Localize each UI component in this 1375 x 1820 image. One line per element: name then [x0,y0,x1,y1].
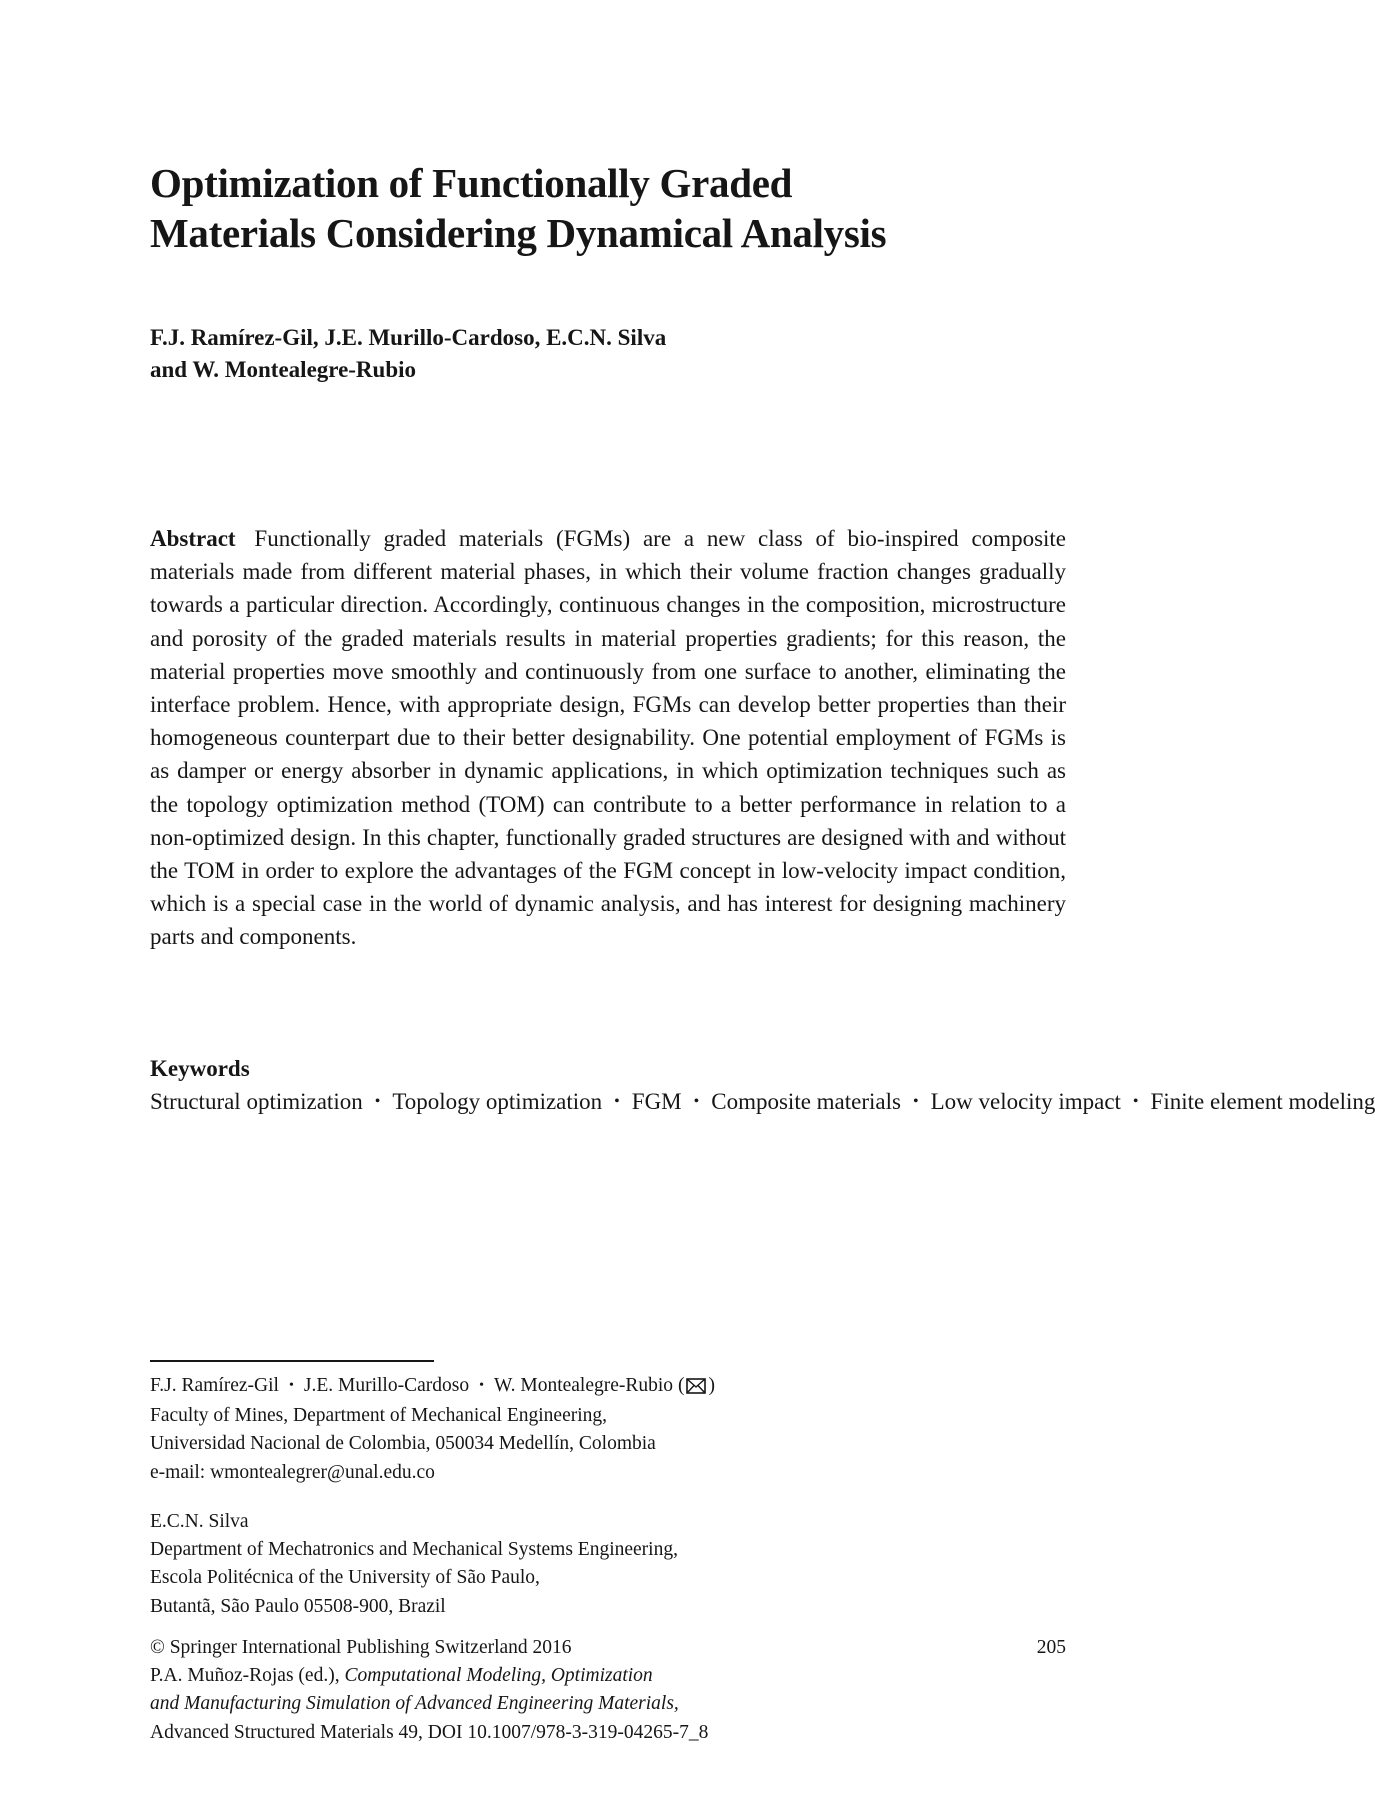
abstract-text: Functionally graded materials (FGMs) are a new class of bio-inspired composite materials made from different material phases, in which their volume fraction changes gradually towards a particular direction. Accordingly, continuous changes in the composition, microstructure and porosity of the graded materials results in material properties gradients; for this reason, the material properties move smoothly and continuously from one surface to another, eliminating the interface problem. Hence, with appropriate design, FGMs can develop better properties than their homogeneous counterpart due to their better designability. One potential employment of FGMs is as damper or energy absorber in dynamic applications, in which optimization techniques such as the topology optimization method (TOM) can contribute to a better performance in relation to a non-optimized design. In this chapter, functionally graded structures are designed with and without the TOM in order to explore the advantages of the FGM concept in low-velocity impact condition, which is a special case in the world of dynamic analysis, and has interest for designing machinery parts and components. [150,526,1067,950]
affiliation-2-address: Butantã, São Paulo 05508-900, Brazil [150,1595,446,1617]
keywords-label: Keywords [150,1056,250,1081]
keyword: Finite element modeling [1150,1089,1375,1114]
title-line-2: Materials Considering Dynamical Analysis [150,210,887,256]
abstract-label: Abstract [150,526,236,551]
keyword-separator: • [374,1093,381,1110]
book-title-part-1: Computational Modeling, Optimization [344,1665,653,1687]
editor: P.A. Muñoz-Rojas (ed.), [150,1665,340,1687]
page-number: 205 [1036,1637,1066,1658]
publication-footer [150,1634,1066,1747]
name-separator: • [479,1378,484,1393]
affiliation-2 [150,1508,1050,1621]
book-title-part-2: and Manufacturing Simulation of Advanced Engineering Materials, [150,1693,679,1715]
keyword: FGM [631,1089,682,1114]
book-citation-line-1 [150,1662,1066,1690]
keyword-separator: • [614,1093,620,1110]
affiliation-1-email[interactable]: e-mail: wmontealegrer@unal.edu.co [150,1461,435,1483]
title-line-1: Optimization of Functionally Graded [150,160,793,206]
affiliation-2-department: Department of Mechatronics and Mechanical Systems Engineering, [150,1539,678,1561]
authors-line-1: F.J. Ramírez-Gil, J.E. Murillo-Cardoso, E.C.N. Silva [150,325,667,350]
copyright: © Springer International Publishing Switzerland 2016 [150,1637,572,1658]
name-separator: • [288,1378,294,1393]
affiliation-1 [150,1372,1050,1487]
keyword-separator: • [1132,1093,1139,1110]
affiliation-2-name: E.C.N. Silva [150,1511,249,1532]
author-name: F.J. Ramírez-Gil [150,1375,279,1396]
author-list [150,322,1050,386]
keyword-separator: • [693,1093,700,1110]
affiliation-1-university: Universidad Nacional de Colombia, 050034 Medellín, Colombia [150,1433,656,1455]
authors-line-2: and W. Montealegre-Rubio [150,357,417,382]
series-doi: Advanced Structured Materials 49, DOI 10.1007/978-3-319-04265-7_8 [150,1721,709,1743]
footnote-rule [150,1360,434,1362]
keyword-separator: • [912,1093,919,1110]
keyword: Structural optimization [150,1089,363,1114]
affiliation-2-school: Escola Politécnica of the University of São Paulo, [150,1567,540,1589]
abstract [150,522,1066,954]
keyword: Composite materials [711,1089,901,1114]
chapter-title [150,158,1050,258]
author-name: J.E. Murillo-Cardoso [303,1375,470,1396]
envelope-icon [686,1378,706,1394]
keywords [150,1052,1375,1121]
keyword: Low velocity impact [930,1089,1121,1114]
author-name: W. Montealegre-Rubio [493,1375,674,1396]
affiliation-1-names: F.J. Ramírez-Gil • J.E. Murillo-Cardoso • W. Montealegre-Rubio ( ) [150,1375,715,1396]
affiliation-1-department: Faculty of Mines, Department of Mechanical Engineering, [150,1405,608,1427]
keyword: Topology optimization [392,1089,603,1114]
